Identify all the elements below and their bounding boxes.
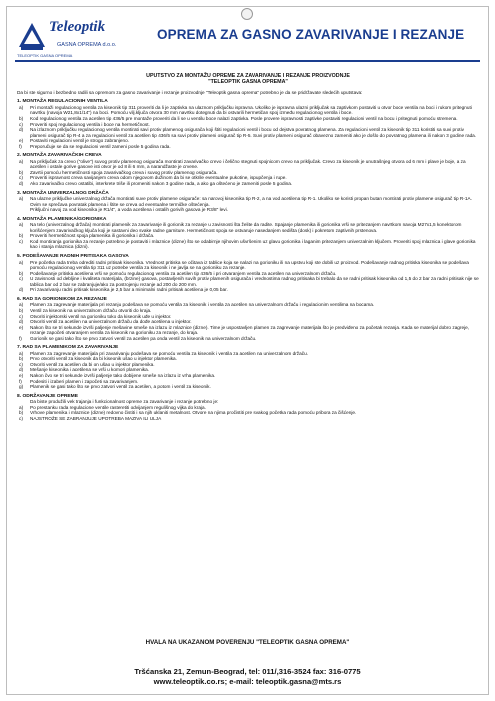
item-text: Na telo (univerzalnog držača) montirati plamenik za zavarivanje ili gorionik za rezanje u zavisnosti šta želite da radite. Spajanje plamenika ili gorionika vrši se pritezanjem navrtkom navoja M27x1,5 konektorom korišćenjem zavarivačkog ključa koji je sastavni deo svake radne garniture. Hermetičnost spoja se ostvaruje nasedanjem sedišta (dosk) i pokretom zaptivnih prstenova. xyxy=(30,222,462,233)
section xyxy=(17,217,479,250)
sections-container xyxy=(17,99,479,421)
item-label: f) xyxy=(19,143,22,149)
item-label: d) xyxy=(19,181,24,187)
item-text: Nakon čvo se tri sekunde izvrši paljenje tako dobijene smeše na izlazu iz vrha plamenika. xyxy=(30,372,216,378)
list-item xyxy=(17,276,479,287)
web-line: www.teleoptik.co.rs; e-mail: teleoptik.gasna@mts.rs xyxy=(153,677,342,686)
item-label: a) xyxy=(19,259,24,265)
item-label: b) xyxy=(19,356,24,362)
item-label: d) xyxy=(19,367,24,373)
item-label: c) xyxy=(19,276,23,282)
list-item xyxy=(17,207,479,213)
logo-tagline: TELEOPTIK GASNA OPREMA xyxy=(17,53,73,58)
section-heading: 3. MONTAŽA UNIVERZALNOG DRŽAČA xyxy=(17,190,109,196)
item-text: Otvoriti ventil za acetilen da bi on ušao u injektor plamenika. xyxy=(30,361,155,367)
item-text: Kod montiranja gorionika za rezanje potrebno je postaviti i mlaznice (dizne) što se odabirnje njihovim ušvršenim uz glavu gorionika i laganim pritezanjem univerzalnim ključem. Proveriti spoj mlaznica i glave gorionika kao i stanja mlaznica (dizni). xyxy=(30,238,476,250)
list-item xyxy=(17,336,479,342)
item-text: NAJSTROŽE SE ZABRANJUJE UPOTREBA MAZIVA ILI ULJA xyxy=(30,415,162,421)
logo-emblem-icon xyxy=(17,21,47,51)
document-title-line1: UPUTSTVO ZA MONTAŽU OPREME ZA ZAVARIVANJE I REZANJE PROIZVODNJE xyxy=(146,73,350,79)
item-text: Ventil za kiseonik na univerzalnom držaču otvoriti do kraja. xyxy=(30,307,152,313)
company-address xyxy=(7,667,488,687)
item-label: d) xyxy=(19,287,24,293)
item-text: Pre početka rada treba odrediti radni pritisak kiseonika. Vrednost pritiska se očitava iz tablice koja se nalazi na gorioniku ili na upstvu koji ste dobili uz proizvod. Podešavanje radnog pritiska kiseonika se podešava pomoću regulacionog ventila tip 311 uz potrebe ventila za kiseonik i ne javlja se na gorioniku za rezanje. xyxy=(30,259,469,271)
section-items xyxy=(17,196,479,213)
item-text: Otvoriti ventil za acetilen na univerzalnom držaču da dođe acetilena u injektor. xyxy=(30,319,192,325)
section xyxy=(17,297,479,341)
item-label: a) xyxy=(19,196,24,202)
item-text: Otvoriti injektorski ventil na gorioniku toko da kiseonik uđe u injektor. xyxy=(30,313,172,319)
list-item xyxy=(17,325,479,336)
item-text: Plamen za zagrevanje materijala pri zavarivanju podešava se pomoću ventila za kiseonik i ventila za acetilen na univerzalnom držaču. xyxy=(30,350,309,356)
section-items xyxy=(17,222,479,250)
item-label: b) xyxy=(19,116,24,121)
item-text: Da biste produžili vek trajanja i funkcionalnost opreme za zavarivanje i rezanje potrebno je: xyxy=(30,399,219,405)
list-item xyxy=(17,144,479,150)
list-item xyxy=(17,181,479,187)
item-text: Gorionik se gasi tako što se prvo zatvori ventil za acetilen pa onda ventil za kiseonik na univerzalnom držaču. xyxy=(30,335,257,341)
item-text: Na izlaznom priključku regulacionog ventila montirati savi protiv plamenog osigurača koji štiti regulacioni ventil i bocu od dejstva povratnog plamena. Za regulacioni ventil za kiseonik tip 311 koristiti sa suvi protiv plameni osigurač tip R-4 a za regulacioni ventil za acetilen tip 436/5 sa suvi protiv plameni osigurač tip R-5. Suvi protiv plameni osigurač obavezno zameniti ako je došlo do povratnog plamena ili nakon 3 godine rada. xyxy=(30,127,477,138)
item-label: f) xyxy=(19,378,22,384)
item-label: a) xyxy=(19,158,24,164)
document-intro: Da bi ste sigurno i bezbedno radili sa opremom za gasno zavarivanje i rezanje proizvodnje "Teleoptik gasna oprema" potrebno je da se pridržavate sledećih uputstava: xyxy=(17,89,363,95)
document-body xyxy=(17,73,479,421)
item-label xyxy=(17,207,30,213)
section xyxy=(17,394,479,422)
item-text: Podesiti i izaberi plamen i započeti sa zavarivanjem. xyxy=(30,378,139,384)
section-items xyxy=(17,105,479,149)
item-text: Podešavanje pritiska acetilena vrši se pomoću regulacionog ventila za acetilen tip 436/5 i pri otvaranjem ventila za acetilen na univerzalnom držaču. xyxy=(30,270,337,276)
list-item xyxy=(17,127,479,138)
list-item xyxy=(17,239,479,250)
item-label: c) xyxy=(19,238,23,244)
item-text: U zavisnosti od debljine i kvaliteta materijala, (brzine) gasova, postavljenih suvih protiv plamenih osigurača i vrednostima radnog pritisaka bi trebalo da se radni pritisak kiseonika od 1,5 do 2 bar za radni pritisak nije se tablica bar od 2 bar se zabranjuje/ako za postrojenju rezanje ad 200 do 200 mm. xyxy=(30,276,479,287)
section-heading: 5. PODEŠAVANJE RADNIH PRITISAKA GASOVA xyxy=(17,254,129,260)
document-title xyxy=(17,73,479,86)
section-heading: 2. MONTAŽA ZAVARIVAČKIH CREVA xyxy=(17,153,102,159)
item-label: a) xyxy=(19,104,24,110)
item-text: Preporučuje se da se regulacioni ventil zameni posle 5 godina rada. xyxy=(30,143,171,149)
section-heading: 4. MONTAŽA PLAMENIKA/GORIONIKA xyxy=(17,216,107,222)
list-item xyxy=(17,416,479,422)
logo-name: Teleoptik xyxy=(49,19,106,35)
item-label: e) xyxy=(19,138,24,144)
item-label: b) xyxy=(19,270,24,276)
company-logo xyxy=(17,19,137,57)
section-items xyxy=(17,399,479,421)
list-item xyxy=(17,105,479,116)
item-label: g) xyxy=(19,384,24,390)
address-line: Tršćanska 21, Zemun-Beograd, tel: 011/,316-3524 fax: 316-0775 xyxy=(134,667,361,676)
item-text: Po prestanku rada regulacione ventile rasteretiti odvijanjem regulišnog vijka do kraja. xyxy=(30,404,206,410)
section-items xyxy=(17,302,479,341)
item-text: Vrhove plamenika i mlaznice (dizne) redovno čistiti i sa njih uklaniti metalnost. Otvore na njima pročistiti pre svakog početka rada pomoću pribora za čišćenje. xyxy=(30,410,357,416)
section-items xyxy=(17,159,479,187)
item-label: a) xyxy=(19,222,24,228)
document-page xyxy=(6,6,489,695)
item-text: Na priključak za crevo ("olive") suvog protiv plamenog osigurača montirati zavarivačko crevo i čelično stegnuti spojnicom crevo na priključak. Crevo za kiseonik je unutrašnjeg otvora od 6 mm i plave je boje, a za acetilen i ostale gorive gasove isti otvor je od 8 ili 6 mm, a narandžaste je crvene. xyxy=(30,158,466,170)
logo-subtitle: GASNA OPREMA d.o.o. xyxy=(57,42,117,48)
item-text: Proveriti hermetičnost spoja plamenika ili gorionika i držača. xyxy=(30,233,155,239)
section-heading: 7. RAD SA PLAMENIKOM ZA ZAVARIVANJE xyxy=(17,345,119,351)
section xyxy=(17,99,479,149)
item-label: b) xyxy=(19,169,24,175)
item-text: Mešanje kiseonika i acetilena se vrši u komori plamenika. xyxy=(30,367,150,373)
item-label: a) xyxy=(19,404,24,410)
item-label: f) xyxy=(19,335,22,341)
item-label: b) xyxy=(19,233,24,239)
section xyxy=(17,345,479,389)
letterhead-title: OPREMA ZA GASNO ZAVARIVANJE I REZANJE xyxy=(157,27,465,42)
item-text: Priključni navoj za vod kiseonika je R1/4", a voda acetilena i ostalih gorivih gasova je R3/8" levi. xyxy=(30,207,228,213)
item-label: c) xyxy=(19,415,23,421)
item-label: e) xyxy=(19,372,24,378)
item-text: Pri montaži regulacionog ventila za kiseonik tip 311 proveriti da li je zaptivka na ulaznom priključku ispravna. Ukoliko je ispravna ulazni priključak sa zaptivkom postaviti u otvor boce ventila na boci i rukom pritegnuti navrtku (navoja W21,8x1/14") na boci. Pomoću vilj.ključa otvora 30 mm navrtku dotegnuti da bi ostvarili hermetičan spoj između regulacionog ventila i boce. xyxy=(30,104,472,116)
item-label: e) xyxy=(19,324,24,330)
letterhead xyxy=(7,7,488,59)
item-text: Proveriti spoj regulacionog ventila i boce na hermetičnost. xyxy=(30,121,150,127)
item-text: Plamen za zagrevanje materijala pri rezanju podešava se pomoću ventila za kiseonik i ventila za acetilen na univerzalnom držaču i regulacionim ventilima na bocama. xyxy=(30,302,375,308)
item-label: b) xyxy=(19,307,24,313)
thanks-note: HVALA NA UKAZANOM POVERENJU "TELEOPTIK GASNA OPREMA" xyxy=(145,639,350,646)
item-text: Na ulazne priključke univerzalnog držača montirati suve protiv plamene osigurače: sa narovoj kiseonika tip R-2, a na vod acetilena tip R-1. Ukoliko se koristi propan butan montirati protiv plamene osigurač tip R-1A. Ovim se sprečava povratak plamena i štite se creva od eventualne termičke oštećenja. xyxy=(30,196,472,207)
item-label: d) xyxy=(19,319,24,325)
item-text: Zavrtii pomoću hermetičnosti spoja zavarivačkog creva i suvog protiv plamenog osigurača. xyxy=(30,169,218,175)
section-heading: 8. ODRŽAVANJE OPREME xyxy=(17,393,78,399)
document-title-line2: "TELEOPTIK GASNA OPREMA" xyxy=(208,79,288,86)
item-text: Ako zavarivačko crevo ostatibi, interkrete triše ili promeniti nakon 3 godine rada, a ako ga oštećeno je zameniti posle 5 godina. xyxy=(30,181,293,187)
section-items xyxy=(17,351,479,390)
item-text: Proveriti ispravnost creva savijanjem creva odom njegovom dužinom da bi se otkrile eventualne pukotine, ispupčenja i rupe. xyxy=(30,175,287,181)
item-text: Prvo otvoriti ventil za kiseonik da bi kiseonik ušao u injektor plamenika. xyxy=(30,356,177,362)
section-heading: 6. RAD SA GORIONIKOM ZA REZANJE xyxy=(17,296,107,302)
item-text: Postaviti regulacioni ventil je strogo zabranjeno. xyxy=(30,138,130,144)
section xyxy=(17,191,479,213)
item-label: d) xyxy=(19,127,24,133)
item-label: a) xyxy=(19,302,24,308)
item-text: Kod regulacionog ventila za acetilen tip 436/5 pre montaže proveriti da li se u ventilu boce nalazi zaptivka. Posle provere ispravnosti zaptivke postaviti regulacioni ventil na bocu i pritegnuti pomoću stremena. xyxy=(30,116,458,121)
list-item xyxy=(17,260,479,271)
list-item xyxy=(17,222,479,233)
item-label: a) xyxy=(19,350,24,356)
section xyxy=(17,153,479,186)
item-text: Pri zavarivanju radni pritisak kiseonika je 2,5 bar a minimalni radni pritisak acetilena je 0,05 bar. xyxy=(30,287,228,293)
header-rule xyxy=(15,60,480,62)
section-items xyxy=(17,260,479,293)
item-text: Plamenik se gasi tako što se prvo zatvori ventil za acetilen, a potom i ventil za kiseonik. xyxy=(30,384,211,390)
list-item xyxy=(17,384,479,390)
list-item xyxy=(17,196,479,207)
item-label: b) xyxy=(19,410,24,416)
item-label: c) xyxy=(19,313,23,319)
item-label: c) xyxy=(19,121,23,127)
item-label: c) xyxy=(19,361,23,367)
list-item xyxy=(17,159,479,170)
item-label: c) xyxy=(19,175,23,181)
list-item xyxy=(17,287,479,293)
section-heading: 1. MONTAŽA REGULACIONIH VENTILA xyxy=(17,99,108,105)
section xyxy=(17,254,479,293)
item-text: Nakon što se tri sekunde izvrši paljenje mešavine smeše na izlazu iz mlaznice (dizne). Time je uspostavljen plamen za zagrevanje materijala što je predviđeno za početak rezanja. Kada se materijal dobro zagreje, rezanje započeti otvaranjem ventila za kiseonik na gorioniku za rezanje, do kraja. xyxy=(30,324,470,336)
